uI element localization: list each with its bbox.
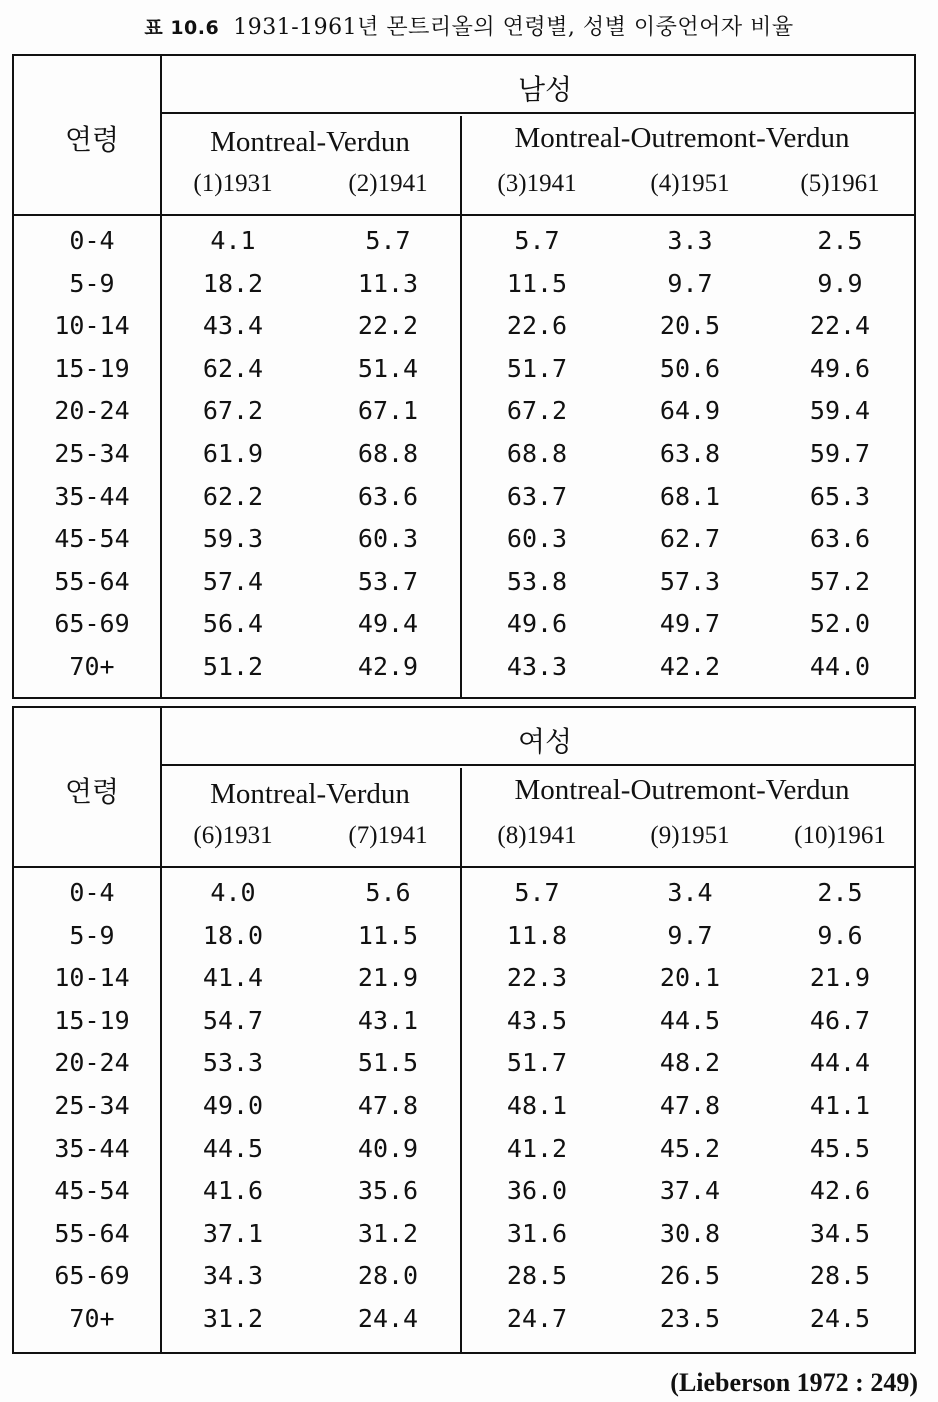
row-age-label: 70+ [69,1304,115,1333]
table-cell: 4.0 [210,878,256,907]
table-cell: 9.7 [667,268,713,298]
row-age-label: 10-14 [54,963,130,993]
sex-header-rule [160,112,914,114]
header-rule [14,214,914,216]
table-cell: 41.4 [202,963,264,993]
table-cell: 52.0 [809,609,871,639]
table-cell: 60.3 [506,524,568,554]
table-cell: 20.5 [659,311,721,341]
table-cell: 28.5 [506,1261,568,1291]
row-age-label: 10-14 [54,311,130,341]
table-cell: 43.3 [506,652,568,681]
column-header: (9)1951 [650,822,730,849]
table-cell: 53.3 [202,1048,264,1078]
row-age-label: 20-24 [54,396,130,426]
column-header: (8)1941 [497,822,577,849]
table-cell: 3.4 [667,878,713,907]
row-age-label: 70+ [69,652,115,681]
table-cell: 63.6 [809,524,871,554]
row-age-label: 15-19 [54,1005,130,1035]
table-cell: 5.7 [514,226,560,255]
row-age-label: 35-44 [54,481,130,511]
table-cell: 54.7 [202,1005,264,1035]
table-cell: 20.1 [659,963,721,993]
table-cell: 2.5 [817,226,863,255]
table-cell: 50.6 [659,353,721,383]
table-cell: 26.5 [659,1261,721,1291]
table-cell: 36.0 [506,1176,568,1206]
table-cell: 22.3 [506,963,568,993]
row-age-label: 0-4 [69,226,115,255]
table-cell: 67.1 [357,396,419,426]
table-cell: 18.2 [202,268,264,298]
table-cell: 65.3 [809,481,871,511]
table-cell: 49.7 [659,609,721,639]
table-cell: 9.6 [817,920,863,950]
table-cell: 5.6 [365,878,411,907]
table-cell: 5.7 [365,226,411,255]
table-cell: 45.5 [809,1133,871,1163]
column-header: (4)1951 [650,170,730,197]
column-header: (10)1961 [794,822,886,849]
age-column-divider [160,56,162,697]
table-cell: 24.4 [357,1304,419,1333]
table-cell: 51.7 [506,353,568,383]
table-cell: 3.3 [667,226,713,255]
table-cell: 28.0 [357,1261,419,1291]
table-cell: 40.9 [357,1133,419,1163]
table-cell: 53.7 [357,566,419,596]
table-cell: 62.4 [202,353,264,383]
group-divider [460,768,462,1352]
table-cell: 22.2 [357,311,419,341]
row-age-label: 0-4 [69,878,115,907]
table-cell: 22.6 [506,311,568,341]
table-title: 1931-1961년 몬트리올의 연령별, 성별 이중언어자 비율 [233,15,794,40]
table-cell: 42.9 [357,652,419,681]
table-cell: 49.0 [202,1091,264,1120]
table-cell: 49.4 [357,609,419,639]
row-age-label: 45-54 [54,1176,130,1206]
table-cell: 43.1 [357,1005,419,1035]
table-cell: 51.7 [506,1048,568,1078]
table-cell: 64.9 [659,396,721,426]
table-cell: 51.5 [357,1048,419,1078]
header-rule [14,866,914,868]
table-cell: 28.5 [809,1261,871,1291]
row-age-label: 55-64 [54,566,130,596]
group-header: Montreal-Verdun [210,126,410,158]
table-cell: 44.5 [202,1133,264,1163]
column-header: (2)1941 [348,170,428,197]
column-header: (1)1931 [193,170,273,197]
column-header: (7)1941 [348,822,428,849]
table-cell: 51.4 [357,353,419,383]
group-header: Montreal-Outremont-Verdun [514,774,850,806]
table-cell: 31.2 [357,1218,419,1248]
table-cell: 11.8 [506,920,568,950]
age-header: 연령 [64,123,120,156]
table-cell: 43.4 [202,311,264,341]
table-cell: 46.7 [809,1005,871,1035]
group-header: Montreal-Verdun [210,778,410,810]
table-cell: 5.7 [514,878,560,907]
table-cell: 42.6 [809,1176,871,1206]
table-cell: 11.5 [506,268,568,298]
age-column-divider [160,708,162,1352]
group-header: Montreal-Outremont-Verdun [514,122,850,154]
table-cell: 62.7 [659,524,721,554]
table-cell: 9.9 [817,268,863,298]
table-cell: 49.6 [506,609,568,639]
table-cell: 61.9 [202,439,264,468]
table-cell: 34.3 [202,1261,264,1291]
table-cell: 24.7 [506,1304,568,1333]
table-cell: 44.0 [809,652,871,681]
row-age-label: 15-19 [54,353,130,383]
table-cell: 57.2 [809,566,871,596]
table-cell: 30.8 [659,1218,721,1248]
table-cell: 59.4 [809,396,871,426]
table-cell: 47.8 [357,1091,419,1120]
table-cell: 49.6 [809,353,871,383]
table-cell: 11.5 [357,920,419,950]
table-cell: 21.9 [357,963,419,993]
row-age-label: 65-69 [54,609,130,639]
table-cell: 31.2 [202,1304,264,1333]
row-age-label: 20-24 [54,1048,130,1078]
table-cell: 63.8 [659,439,721,468]
female-table [12,706,916,1354]
row-age-label: 25-34 [54,1091,130,1120]
table-cell: 11.3 [357,268,419,298]
row-age-label: 25-34 [54,439,130,468]
table-cell: 59.3 [202,524,264,554]
male-table [12,54,916,699]
table-cell: 57.3 [659,566,721,596]
table-cell: 9.7 [667,920,713,950]
table-cell: 21.9 [809,963,871,993]
row-age-label: 35-44 [54,1133,130,1163]
table-cell: 37.4 [659,1176,721,1206]
table-cell: 67.2 [506,396,568,426]
table-cell: 23.5 [659,1304,721,1333]
sex-header: 여성 [517,725,573,758]
table-cell: 48.2 [659,1048,721,1078]
sex-header-rule [160,764,914,766]
row-age-label: 45-54 [54,524,130,554]
table-cell: 4.1 [210,226,256,255]
table-cell: 44.5 [659,1005,721,1035]
table-number: 표 10.6 [144,17,220,39]
column-header: (3)1941 [497,170,577,197]
table-cell: 59.7 [809,439,871,468]
row-age-label: 55-64 [54,1218,130,1248]
table-cell: 47.8 [659,1091,721,1120]
table-cell: 41.6 [202,1176,264,1206]
table-cell: 2.5 [817,878,863,907]
table-cell: 63.7 [506,481,568,511]
table-cell: 44.4 [809,1048,871,1078]
table-cell: 68.8 [357,439,419,468]
table-cell: 68.1 [659,481,721,511]
table-cell: 42.2 [659,652,721,681]
table-cell: 53.8 [506,566,568,596]
column-header: (5)1961 [800,170,880,197]
sex-header: 남성 [517,73,573,106]
table-cell: 51.2 [202,652,264,681]
table-cell: 31.6 [506,1218,568,1248]
table-cell: 18.0 [202,920,264,950]
table-cell: 63.6 [357,481,419,511]
table-cell: 56.4 [202,609,264,639]
row-age-label: 5-9 [69,920,115,950]
table-cell: 34.5 [809,1218,871,1248]
table-cell: 43.5 [506,1005,568,1035]
table-cell: 35.6 [357,1176,419,1206]
table-cell: 57.4 [202,566,264,596]
row-age-label: 65-69 [54,1261,130,1291]
row-age-label: 5-9 [69,268,115,298]
table-cell: 45.2 [659,1133,721,1163]
column-header: (6)1931 [193,822,273,849]
table-cell: 24.5 [809,1304,871,1333]
table-cell: 41.2 [506,1133,568,1163]
table-cell: 60.3 [357,524,419,554]
group-divider [460,116,462,697]
age-header: 연령 [64,775,120,808]
table-cell: 41.1 [809,1091,871,1120]
table-caption [0,10,938,41]
table-cell: 62.2 [202,481,264,511]
table-cell: 48.1 [506,1091,568,1120]
table-cell: 67.2 [202,396,264,426]
table-cell: 68.8 [506,439,568,468]
source-citation: (Lieberson 1972 : 249) [670,1368,918,1397]
table-cell: 37.1 [202,1218,264,1248]
table-cell: 22.4 [809,311,871,341]
